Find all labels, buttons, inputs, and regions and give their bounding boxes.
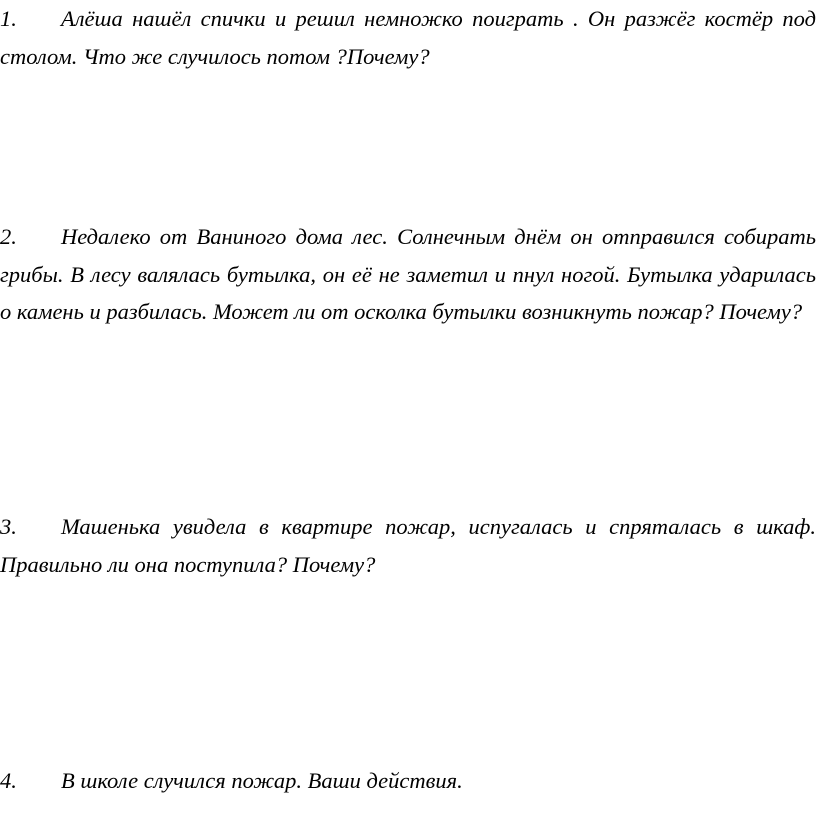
question-text: Машенька увидела в квартире пожар, испугалась и спряталась в шкаф. Правильно ли она поступила? Почему?: [0, 514, 816, 577]
question-number: 3.: [0, 514, 17, 539]
question-number: 1.: [0, 6, 17, 31]
question-text: Алёша нашёл спички и решил немножко поиграть . Он разжёг костёр под столом. Что же случилось потом ?Почему?: [0, 6, 816, 69]
question-text: Недалеко от Ваниного дома лес. Солнечным днём он отправился собирать грибы. В лесу валялась бутылка, он её не заметил и пнул ногой. Бутылка ударилась о камень и разбилась. Может ли от осколка бутылки возникнуть пожар? Почему?: [0, 224, 816, 324]
question-4: [0, 762, 816, 800]
question-number: 4.: [0, 768, 17, 793]
question-3: [0, 508, 816, 583]
question-2: [0, 218, 816, 331]
question-text: В школе случился пожар. Ваши действия.: [61, 768, 463, 793]
question-1: [0, 0, 816, 75]
question-number: 2.: [0, 224, 17, 249]
